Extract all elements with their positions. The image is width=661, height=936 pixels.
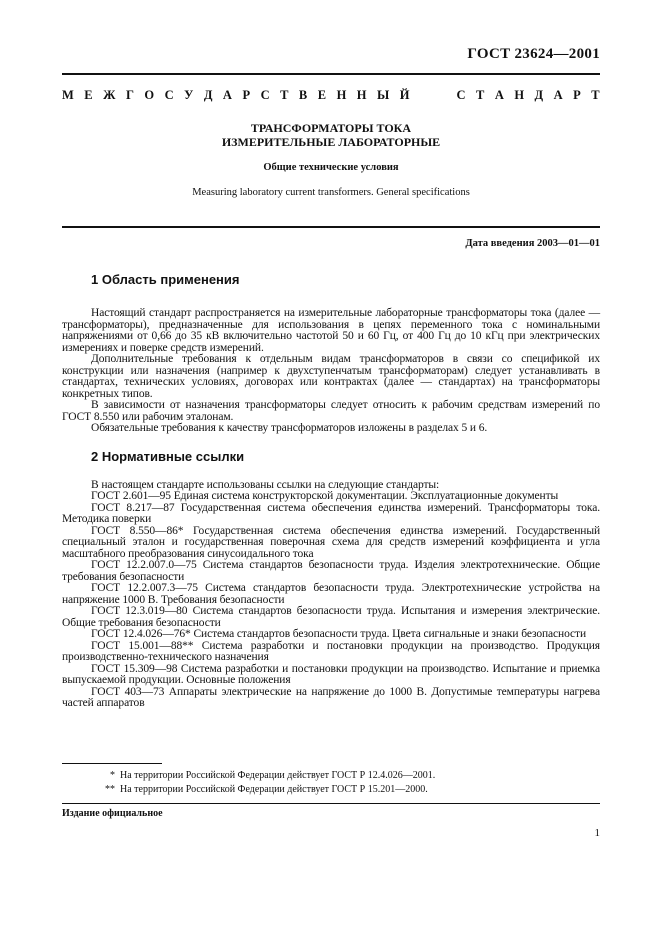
banner-letter: А bbox=[494, 88, 504, 102]
section-2-heading: 2 Нормативные ссылки bbox=[91, 448, 245, 464]
banner-letter: А bbox=[222, 88, 232, 102]
section-2-body bbox=[62, 478, 600, 710]
banner-letter: Р bbox=[242, 88, 251, 102]
section2-paragraph: ГОСТ 12.2.007.0—75 Система стандартов безопасности труда. Изделия электротехнические. Общие требования безопасности bbox=[62, 559, 600, 583]
section2-paragraph: ГОСТ 15.001—88** Система разработки и постановки продукции на производство. Продукция производственно-технического назначения bbox=[62, 639, 600, 663]
section2-paragraph: В настоящем стандарте использованы ссылки на следующие стандарты: bbox=[91, 478, 440, 491]
footnote-text: На территории Российской Федерации действует ГОСТ Р 15.201—2000. bbox=[120, 784, 428, 795]
banner-letter: Ы bbox=[377, 88, 390, 102]
title-line-1: ТРАНСФОРМАТОРЫ ТОКА bbox=[250, 121, 412, 135]
footnotes bbox=[62, 769, 600, 797]
section2-paragraph: ГОСТ 2.601—95 Единая система конструкторской документации. Эксплуатационные документы bbox=[91, 490, 559, 502]
title-line-2: ИЗМЕРИТЕЛЬНЫЕ ЛАБОРАТОРНЫЕ bbox=[221, 135, 441, 149]
header-rule bbox=[62, 73, 600, 75]
section2-paragraph: ГОСТ 8.550—86* Государственная система обеспечения единства измерений. Государственный специальный эталон и государственная поверочная схема для средств измерений коэффициента и угла масштабного преобразования синусоидального тока bbox=[62, 524, 600, 560]
page-number: 1 bbox=[594, 827, 600, 839]
edition-rule bbox=[62, 803, 600, 804]
banner-letter: Н bbox=[356, 88, 367, 102]
banner-letter: Е bbox=[317, 88, 327, 102]
section1-paragraph: В зависимости от назначения трансформаторы следует относить к рабочим средствам измерений по ГОСТ 8.550 или рабочим эталонам. bbox=[62, 399, 600, 423]
section2-paragraph: ГОСТ 12.2.007.3—75 Система стандартов безопасности труда. Электротехнические устройства на напряжение 1000 В. Требования безопасности bbox=[62, 582, 600, 606]
banner-letter: М bbox=[62, 88, 74, 102]
banner-letter: Г bbox=[125, 88, 134, 102]
banner-letter: Е bbox=[84, 88, 93, 102]
section2-paragraph: ГОСТ 8.217—87 Государственная система обеспечения единства измерений. Трансформаторы тока. Методика поверки bbox=[62, 501, 600, 525]
subtitle: Общие технические условия bbox=[263, 162, 399, 173]
section1-paragraph: Обязательные требования к качеству трансформаторов изложены в разделах 5 и 6. bbox=[91, 422, 488, 434]
banner-letter: Ж bbox=[103, 88, 116, 102]
edition-label: Издание официальное bbox=[62, 808, 163, 819]
english-title: Measuring laboratory current transformers. General specifications bbox=[192, 187, 470, 198]
section2-paragraph: ГОСТ 15.309—98 Система разработки и постановки продукции на производство. Испытание и приемка выпускаемой продукции. Основные положения bbox=[62, 662, 600, 686]
banner-letter: С bbox=[456, 88, 466, 102]
banner-letter: Т bbox=[280, 88, 289, 102]
banner-letter: О bbox=[144, 88, 155, 102]
footnote bbox=[62, 783, 600, 797]
banner-letter: С bbox=[260, 88, 270, 102]
section1-paragraph: Дополнительные требования к отдельным видам трансформаторов в связи со спецификой их конструкции или назначения (например к двухступенчатым трансформаторам) следует устанавливать в стандартах, технических условиях, договорах или контрактах (далее — стандартах) на трансформаторы конкретных типов. bbox=[62, 353, 600, 400]
banner-letter: А bbox=[553, 88, 563, 102]
banner-gap bbox=[420, 88, 446, 103]
title-rule bbox=[62, 226, 600, 228]
footnote-text: На территории Российской Федерации действует ГОСТ Р 12.4.026—2001. bbox=[120, 770, 436, 781]
banner-letter: Д bbox=[203, 88, 213, 102]
section-1-body bbox=[62, 301, 600, 435]
section-1-heading: 1 Область применения bbox=[91, 272, 240, 287]
standard-type-banner bbox=[62, 88, 600, 103]
banner-letter: В bbox=[298, 88, 308, 102]
banner-letter: У bbox=[184, 88, 194, 102]
section2-paragraph: ГОСТ 403—73 Аппараты электрические на напряжение до 1000 В. Допустимые температуры нагрева частей аппаратов bbox=[62, 685, 600, 709]
title-block bbox=[62, 121, 600, 198]
section2-paragraph: ГОСТ 12.3.019—80 Система стандартов безопасности труда. Испытания и измерения электрические. Общие требования безопасности bbox=[62, 605, 600, 629]
footnote-rule bbox=[62, 763, 162, 764]
footnote-mark: ** bbox=[105, 784, 115, 795]
footnote-mark: * bbox=[110, 770, 115, 781]
section2-paragraph: ГОСТ 12.4.026—76* Система стандартов безопасности труда. Цвета сигнальные и знаки безопасности bbox=[91, 628, 587, 640]
introduction-date: Дата введения 2003—01—01 bbox=[465, 238, 600, 249]
section1-paragraph: Настоящий стандарт распространяется на измерительные лабораторные трансформаторы тока (далее — трансформаторы), предназначенные для использования в цепях переменного тока с номинальными напряжениями от 0,66 до 35 кВ включительно частотой 50 и 60 Гц, от 400 Гц до 10 кГц при электрических измерениях и поверке средств измерений. bbox=[62, 307, 600, 354]
banner-letter: Н bbox=[336, 88, 347, 102]
document-number: ГОСТ 23624—2001 bbox=[467, 46, 600, 62]
banner-letter: Т bbox=[475, 88, 485, 102]
banner-letter: Й bbox=[399, 88, 410, 102]
banner-letter: Н bbox=[514, 88, 525, 102]
banner-letter: Д bbox=[534, 88, 544, 102]
main-content bbox=[62, 272, 600, 710]
banner-letter: Т bbox=[591, 88, 600, 102]
banner-letter: Р bbox=[573, 88, 581, 102]
footnote bbox=[62, 769, 600, 783]
banner-letter: С bbox=[164, 88, 174, 102]
